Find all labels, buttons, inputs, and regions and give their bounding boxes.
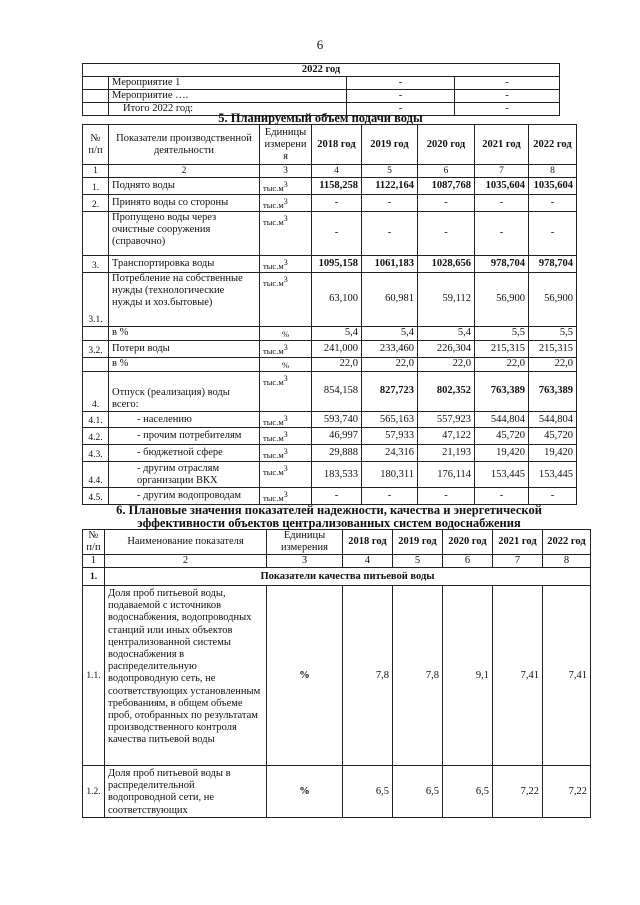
row-unit [260, 326, 312, 340]
row-num: 3. [83, 255, 109, 272]
group-row [83, 568, 591, 586]
cell: - [347, 103, 455, 116]
unit-text: тыс.м [263, 216, 284, 227]
row-label: Доля проб питьевой воды в распределительной водопроводной сети, не соответствующих [105, 766, 267, 818]
cell: - [362, 195, 418, 212]
cell: - [347, 90, 455, 103]
header-2019: 2019 год [393, 530, 443, 555]
cell: 827,723 [362, 371, 418, 411]
header-num: № п/п [83, 530, 105, 555]
col-number: 6 [443, 555, 493, 568]
row-label: Поднято воды [109, 178, 260, 195]
cell: - [455, 77, 560, 90]
row-label: Пропущено воды через очистные сооружения (справочно) [109, 211, 260, 255]
header-unit: Единицы измерения [267, 530, 343, 555]
cell: - [312, 195, 362, 212]
cell: 5,5 [475, 326, 529, 340]
col-number: 1 [83, 555, 105, 568]
unit-superscript: 3 [283, 197, 288, 206]
row-unit [260, 371, 312, 411]
unit-superscript: 3 [283, 274, 288, 284]
cell: 5,4 [362, 326, 418, 340]
row-label: - населению [109, 411, 260, 428]
cell: - [475, 211, 529, 255]
table-row [83, 371, 577, 411]
table-row [83, 586, 591, 766]
cell: 5,4 [418, 326, 475, 340]
unit-text: тыс.м [263, 182, 284, 193]
row-unit [260, 178, 312, 195]
header-indicator: Показатели производственной деятельности [109, 125, 260, 165]
unit-text: тыс.м [263, 466, 284, 477]
row-label: Потребление на собственные нужды (технологические нужды и хоз.бытовые) [109, 272, 260, 326]
cell: 7,41 [493, 586, 543, 766]
table-quality-indicators [82, 529, 591, 818]
table-row [83, 90, 560, 103]
row-unit [260, 428, 312, 445]
table-row [83, 195, 577, 212]
cell: 1035,604 [475, 178, 529, 195]
cell: 59,112 [418, 272, 475, 326]
cell: 233,460 [362, 340, 418, 357]
cell: 9,1 [443, 586, 493, 766]
header-name: Наименование показателя [105, 530, 267, 555]
row-label: - другим отраслям организации ВКХ [109, 462, 260, 488]
unit-superscript: 3 [283, 413, 288, 423]
cell: 802,352 [418, 371, 475, 411]
row-unit: % [267, 766, 343, 818]
row-label: Отпуск (реализация) воды всего: [109, 371, 260, 411]
group-label: Показатели качества питьевой воды [105, 568, 591, 586]
cell: 22,0 [362, 357, 418, 371]
cell: 215,315 [475, 340, 529, 357]
row-unit [260, 462, 312, 488]
cell: 7,22 [493, 766, 543, 818]
row-num: 4.2. [83, 428, 109, 445]
row-label: в % [109, 326, 260, 340]
table-row [83, 462, 577, 488]
row-num: 3.1. [83, 272, 109, 326]
cell: 7,41 [543, 586, 591, 766]
cell: 47,122 [418, 428, 475, 445]
row-num: 1.1. [83, 586, 105, 766]
table-row [83, 178, 577, 195]
cell: 153,445 [475, 462, 529, 488]
cell: - [312, 488, 362, 505]
cell: 7,8 [393, 586, 443, 766]
cell: - [529, 211, 577, 255]
cell: - [529, 195, 577, 212]
unit-text: тыс.м [263, 199, 284, 210]
cell: - [362, 211, 418, 255]
measure-label: Мероприятие 1 [109, 77, 347, 90]
unit-text: % [281, 328, 290, 339]
row-num [83, 211, 109, 255]
cell: 1035,604 [529, 178, 577, 195]
row-num [83, 357, 109, 371]
unit-superscript: 3 [283, 257, 288, 267]
table-water-supply [82, 124, 577, 505]
table-row [83, 428, 577, 445]
year-header: 2022 год [83, 64, 560, 77]
cell: 1122,164 [362, 178, 418, 195]
row-label: - другим водопроводам [109, 488, 260, 505]
cell: 7,8 [343, 586, 393, 766]
unit-superscript: 3 [283, 447, 288, 457]
row-num: 3.2. [83, 340, 109, 357]
row-unit [260, 488, 312, 505]
col-number: 2 [105, 555, 267, 568]
cell: 19,420 [529, 445, 577, 462]
cell: - [312, 211, 362, 255]
header-2018: 2018 год [312, 125, 362, 165]
cell: - [455, 103, 560, 116]
row-label: - бюджетной сфере [109, 445, 260, 462]
cell: 56,900 [529, 272, 577, 326]
col-number: 3 [260, 165, 312, 178]
table-row [83, 411, 577, 428]
cell: 593,740 [312, 411, 362, 428]
row-unit [260, 195, 312, 212]
cell: 241,000 [312, 340, 362, 357]
row-num: 2. [83, 195, 109, 212]
cell: 6,5 [443, 766, 493, 818]
header-2020: 2020 год [418, 125, 475, 165]
cell: 1158,258 [312, 178, 362, 195]
column-numbers-row [83, 555, 591, 568]
col-number: 2 [109, 165, 260, 178]
cell: 176,114 [418, 462, 475, 488]
unit-superscript: 3 [283, 490, 288, 500]
row-num [83, 326, 109, 340]
cell: 63,100 [312, 272, 362, 326]
cell: 46,997 [312, 428, 362, 445]
unit-text: тыс.м [263, 345, 284, 356]
row-label: Доля проб питьевой воды, подаваемой с источников водоснабжения, водопроводных станций или иных объектов централизованной системы водоснабжения в распределительную водопроводную сеть, не соответствующих установленным требованиям, в общем объеме проб, отобранных по результатам производственного контроля качества питьевой воды [105, 586, 267, 766]
group-num: 1. [83, 568, 105, 586]
table-row [83, 326, 577, 340]
table-row [83, 488, 577, 505]
cell: - [529, 488, 577, 505]
row-unit: % [267, 586, 343, 766]
col-number: 5 [393, 555, 443, 568]
table-row [83, 445, 577, 462]
cell: 544,804 [475, 411, 529, 428]
cell: 22,0 [475, 357, 529, 371]
row-unit [260, 340, 312, 357]
section6-title-line1: 6. Плановые значения показателей надежности, качества и энергетической [116, 503, 542, 517]
cell: 180,311 [362, 462, 418, 488]
header-2022: 2022 год [529, 125, 577, 165]
cell: 22,0 [312, 357, 362, 371]
header-unit: Единицы измерени я [260, 125, 312, 165]
row-label: в % [109, 357, 260, 371]
cell: 978,704 [529, 255, 577, 272]
col-number: 6 [418, 165, 475, 178]
cell: 763,389 [475, 371, 529, 411]
cell: 854,158 [312, 371, 362, 411]
header-2020: 2020 год [443, 530, 493, 555]
unit-text: тыс.м [263, 416, 284, 427]
table-row [83, 272, 577, 326]
col-number: 5 [362, 165, 418, 178]
cell: 1028,656 [418, 255, 475, 272]
header-2021: 2021 год [475, 125, 529, 165]
cell: - [362, 488, 418, 505]
col-number: 3 [267, 555, 343, 568]
cell: 22,0 [418, 357, 475, 371]
cell: 45,720 [529, 428, 577, 445]
cell: 29,888 [312, 445, 362, 462]
cell: 21,193 [418, 445, 475, 462]
row-num: 1.2. [83, 766, 105, 818]
cell: - [418, 211, 475, 255]
cell: 215,315 [529, 340, 577, 357]
unit-superscript: 3 [283, 213, 288, 223]
row-num: 4.4. [83, 462, 109, 488]
unit-text: % [281, 359, 290, 370]
row-label: - прочим потребителям [109, 428, 260, 445]
cell: 56,900 [475, 272, 529, 326]
cell: 1087,768 [418, 178, 475, 195]
section6-title-line2: эффективности объектов централизованных систем водоснабжения [137, 516, 521, 530]
cell: 6,5 [393, 766, 443, 818]
row-num: 1. [83, 178, 109, 195]
row-unit [260, 255, 312, 272]
cell: 226,304 [418, 340, 475, 357]
cell: 1061,183 [362, 255, 418, 272]
row-unit [260, 357, 312, 371]
row-unit [260, 272, 312, 326]
unit-text: тыс.м [263, 277, 284, 288]
row-label: Потери воды [109, 340, 260, 357]
page-number: 6 [316, 37, 324, 52]
unit-superscript: 3 [283, 373, 288, 383]
cell: 24,316 [362, 445, 418, 462]
cell: 6,5 [343, 766, 393, 818]
row-unit [260, 211, 312, 255]
col-number: 7 [475, 165, 529, 178]
unit-text: тыс.м [263, 492, 284, 503]
row-num: 4. [83, 371, 109, 411]
unit-text: тыс.м [263, 450, 284, 461]
col-number: 1 [83, 165, 109, 178]
col-number: 8 [543, 555, 591, 568]
cell: 565,163 [362, 411, 418, 428]
table-row [83, 766, 591, 818]
cell: 763,389 [529, 371, 577, 411]
col-number: 8 [529, 165, 577, 178]
unit-superscript: 3 [283, 464, 288, 474]
cell: 22,0 [529, 357, 577, 371]
row-num: 4.5. [83, 488, 109, 505]
cell: - [475, 195, 529, 212]
cell: 544,804 [529, 411, 577, 428]
row-unit [260, 411, 312, 428]
cell: 19,420 [475, 445, 529, 462]
cell: 7,22 [543, 766, 591, 818]
cell: 978,704 [475, 255, 529, 272]
cell: 557,923 [418, 411, 475, 428]
cell: 5,5 [529, 326, 577, 340]
header-2021: 2021 год [493, 530, 543, 555]
col-number: 4 [343, 555, 393, 568]
table-row [83, 357, 577, 371]
cell: 45,720 [475, 428, 529, 445]
table-2022-measures [82, 63, 560, 116]
cell: - [418, 488, 475, 505]
measure-label: Мероприятие …. [109, 90, 347, 103]
column-numbers-row [83, 165, 577, 178]
table-row [83, 211, 577, 255]
col-number: 7 [493, 555, 543, 568]
cell: - [455, 90, 560, 103]
cell: - [475, 488, 529, 505]
row-unit [260, 445, 312, 462]
cell: 153,445 [529, 462, 577, 488]
unit-text: тыс.м [263, 260, 284, 271]
cell: 57,933 [362, 428, 418, 445]
col-number: 4 [312, 165, 362, 178]
unit-text: тыс.м [263, 433, 284, 444]
unit-superscript: 3 [283, 430, 288, 440]
section5-title: 5. Планируемый объем подачи воды [218, 111, 423, 125]
cell: 183,533 [312, 462, 362, 488]
table-row [83, 255, 577, 272]
table-row [83, 77, 560, 90]
unit-superscript: 3 [283, 180, 288, 189]
cell: 5,4 [312, 326, 362, 340]
total-label: Итого 2022 год: [109, 103, 347, 116]
cell: 60,981 [362, 272, 418, 326]
header-num: № п/п [83, 125, 109, 165]
table-row [83, 340, 577, 357]
row-label: Принято воды со стороны [109, 195, 260, 212]
header-2018: 2018 год [343, 530, 393, 555]
row-label: Транспортировка воды [109, 255, 260, 272]
row-num: 4.3. [83, 445, 109, 462]
unit-superscript: 3 [283, 342, 288, 352]
cell: 1095,158 [312, 255, 362, 272]
cell: - [347, 77, 455, 90]
header-2019: 2019 год [362, 125, 418, 165]
header-2022: 2022 год [543, 530, 591, 555]
row-num: 4.1. [83, 411, 109, 428]
unit-text: тыс.м [263, 376, 284, 387]
cell: - [418, 195, 475, 212]
